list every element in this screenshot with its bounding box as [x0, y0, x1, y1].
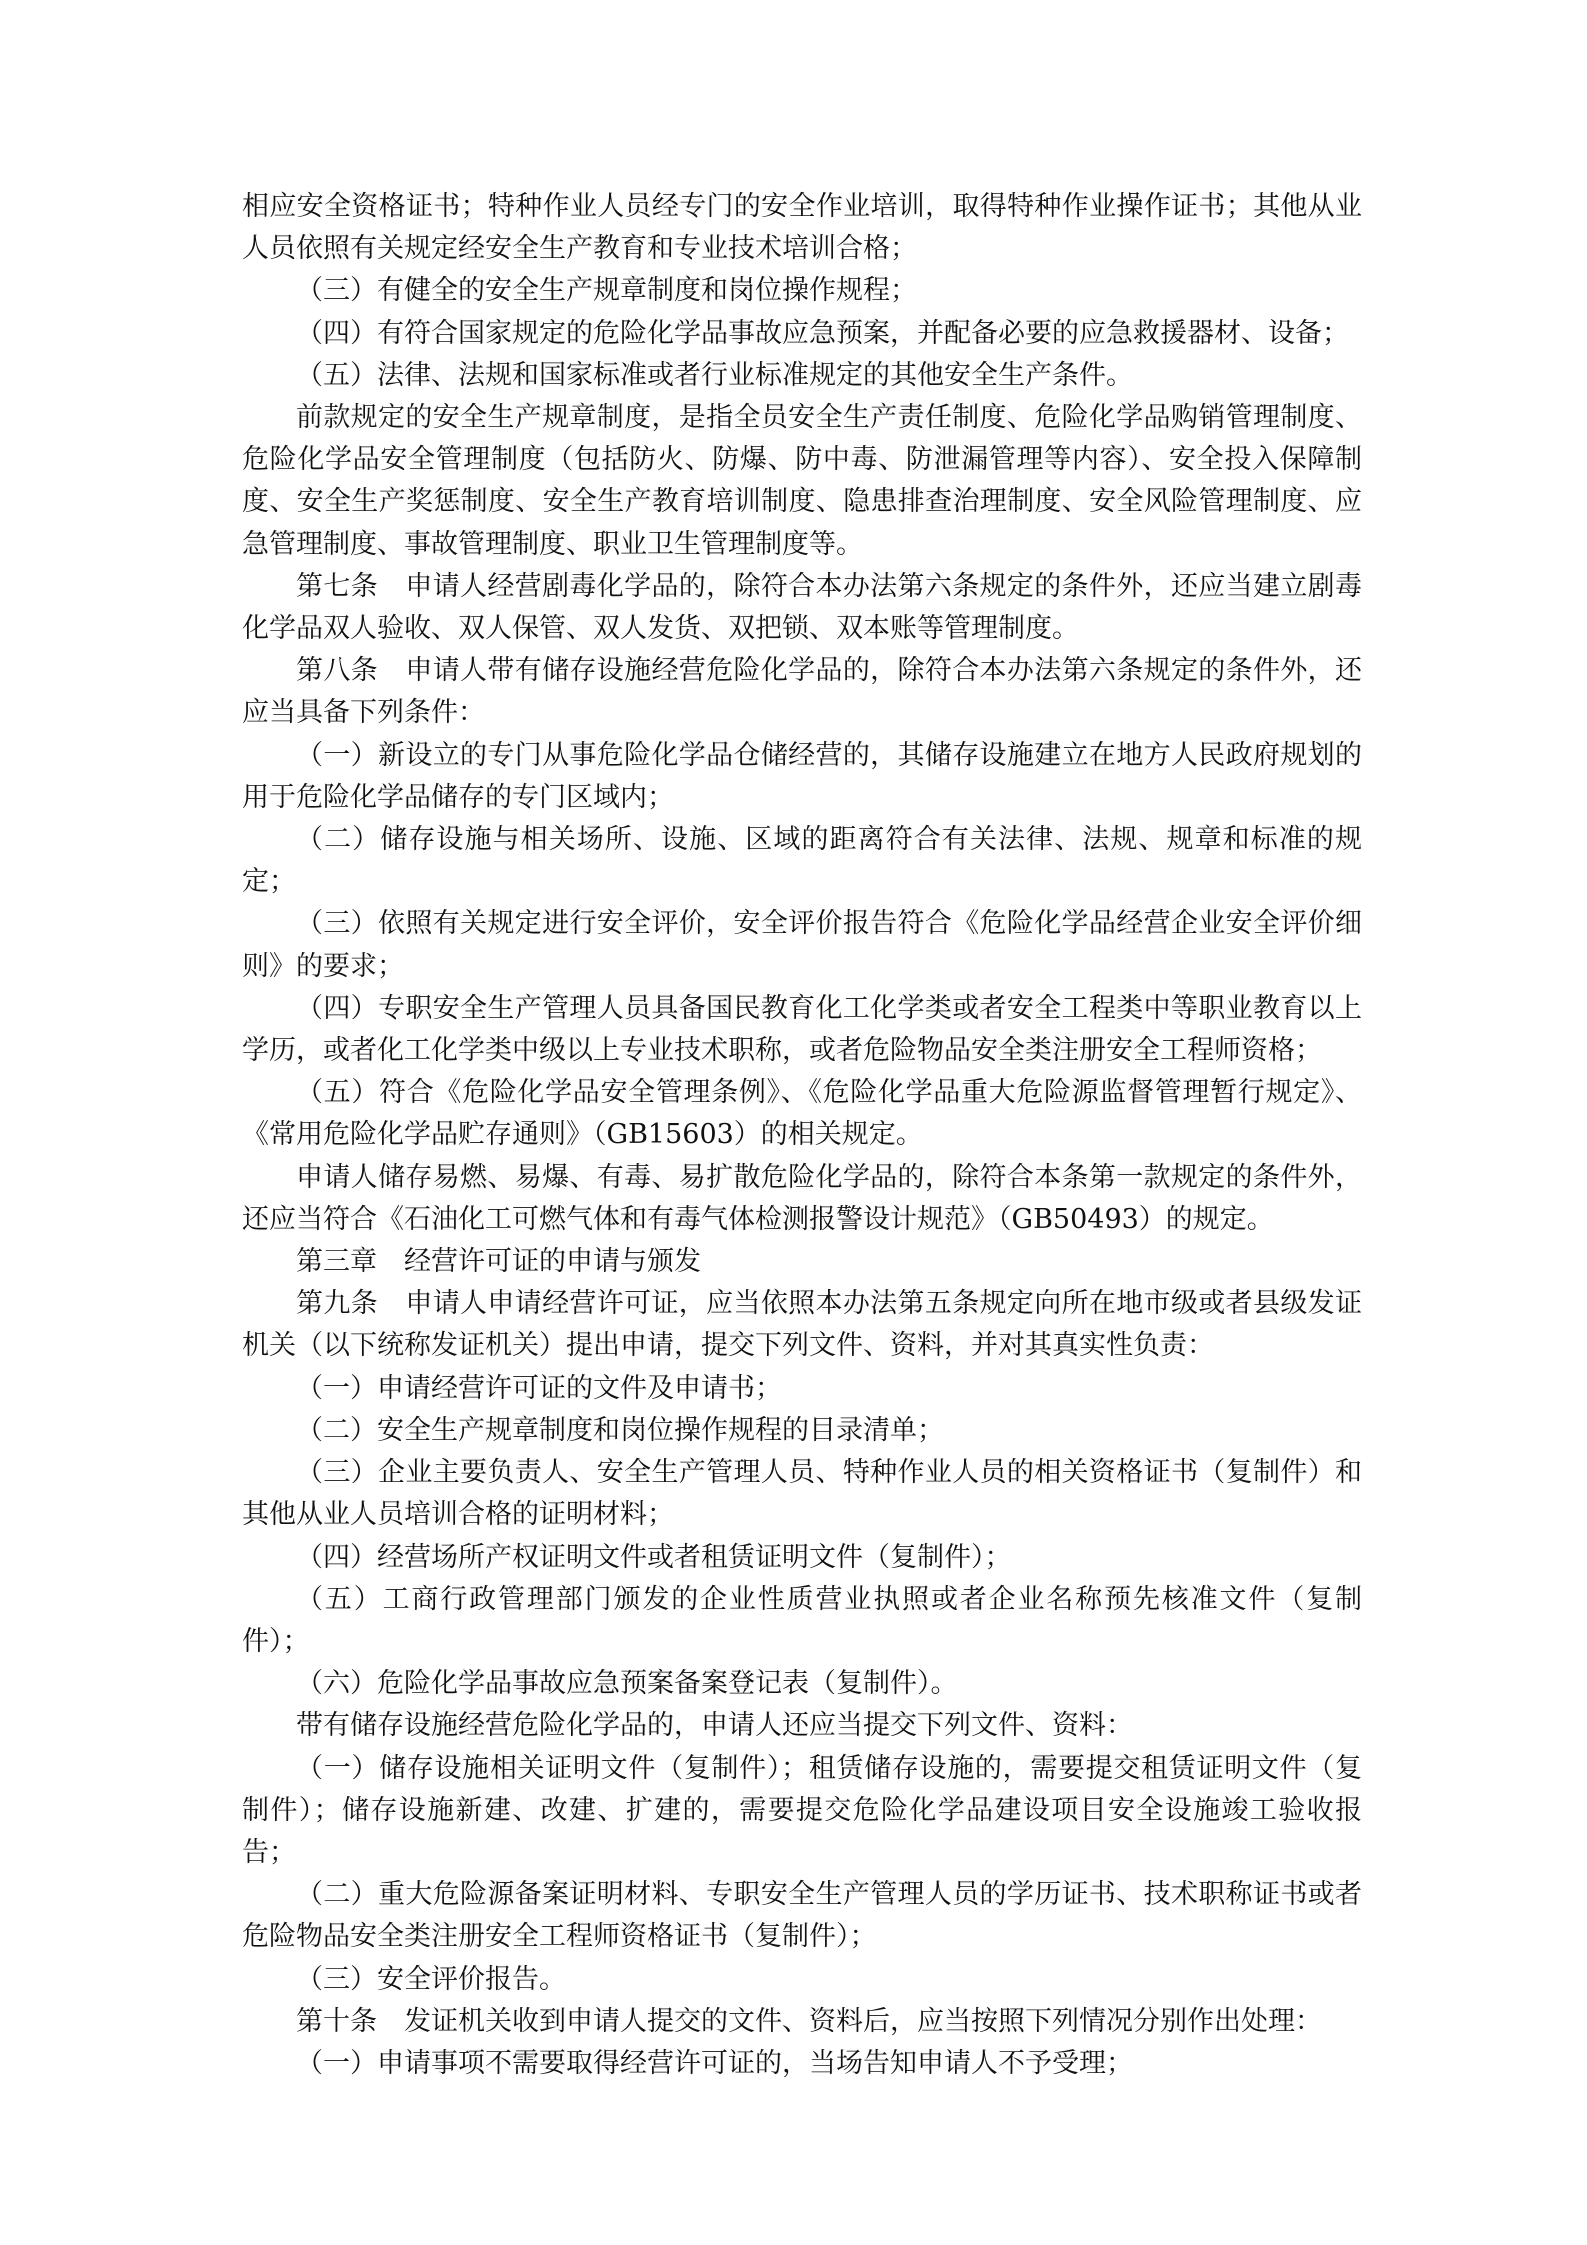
- article-8: 第八条 申请人带有储存设施经营危险化学品的，除符合本办法第六条规定的条件外，还应当具备下列条件：: [242, 655, 1362, 729]
- paragraph-23: （一）储存设施相关证明文件（复制件）；租赁储存设施的，需要提交租赁证明文件（复制件）；储存设施新建、改建、扩建的，需要提交危险化学品建设项目安全设施竣工验收报告；: [242, 1752, 1362, 1868]
- article-9: 第九条 申请人申请经营许可证，应当依照本办法第五条规定向所在地市级或者县级发证机关（以下统称发证机关）提出申请，提交下列文件、资料，并对其真实性负责：: [242, 1288, 1362, 1362]
- paragraph-19: （四）经营场所产权证明文件或者租赁证明文件（复制件）；: [296, 1541, 1012, 1573]
- paragraph-13: 申请人储存易燃、易爆、有毒、易扩散危险化学品的，除符合本条第一款规定的条件外，还应当符合《石油化工可燃气体和有毒气体检测报警设计规范》（GB50493）的规定。: [242, 1161, 1362, 1235]
- chapter-3-heading: 第三章 经营许可证的申请与颁发: [296, 1246, 701, 1278]
- paragraph-22: 带有储存设施经营危险化学品的，申请人还应当提交下列文件、资料：: [296, 1710, 1133, 1742]
- paragraph-27: （一）申请事项不需要取得经营许可证的，当场告知申请人不予受理；: [296, 2047, 1133, 2079]
- paragraph-4: （五）法律、法规和国家标准或者行业标准规定的其他安全生产条件。: [296, 359, 1133, 391]
- paragraph-11: （四）专职安全生产管理人员具备国民教育化工化学类或者安全工程类中等职业教育以上学历，或者化工化学类中级以上专业技术职称，或者危险物品安全类注册安全工程师资格；: [242, 992, 1362, 1067]
- paragraph-20: （五）工商行政管理部门颁发的企业性质营业执照或者企业名称预先核准文件（复制件）；: [242, 1583, 1362, 1657]
- paragraph-9: （二）储存设施与相关场所、设施、区域的距离符合有关法律、法规、规章和标准的规定；: [242, 824, 1362, 898]
- paragraph-1: 相应安全资格证书；特种作业人员经专门的安全作业培训，取得特种作业操作证书；其他从业人员依照有关规定经安全生产教育和专业技术培训合格；: [242, 191, 1362, 265]
- paragraph-25: （三）安全评价报告。: [296, 1963, 566, 1995]
- paragraph-24: （二）重大危险源备案证明材料、专职安全生产管理人员的学历证书、技术职称证书或者危险物品安全类注册安全工程师资格证书（复制件）；: [242, 1879, 1362, 1953]
- paragraph-17: （二）安全生产规章制度和岗位操作规程的目录清单；: [296, 1414, 944, 1446]
- paragraph-2: （三）有健全的安全生产规章制度和岗位操作规程；: [296, 275, 917, 307]
- paragraph-10: （三）依照有关规定进行安全评价，安全评价报告符合《危险化学品经营企业安全评价细则》的要求；: [242, 908, 1362, 982]
- paragraph-16: （一）申请经营许可证的文件及申请书；: [296, 1372, 782, 1404]
- paragraph-3: （四）有符合国家规定的危险化学品事故应急预案，并配备必要的应急救援器材、设备；: [296, 317, 1349, 349]
- article-10: 第十条 发证机关收到申请人提交的文件、资料后，应当按照下列情况分别作出处理：: [296, 2005, 1322, 2037]
- paragraph-12: （五）符合《危险化学品安全管理条例》、《危险化学品重大危险源监督管理暂行规定》、《常用危险化学品贮存通则》（GB15603）的相关规定。: [242, 1077, 1362, 1151]
- document-body: [242, 186, 1362, 2085]
- paragraph-8: （一）新设立的专门从事危险化学品仓储经营的，其储存设施建立在地方人民政府规划的用于危险化学品储存的专门区域内；: [242, 739, 1362, 813]
- paragraph-18: （三）企业主要负责人、安全生产管理人员、特种作业人员的相关资格证书（复制件）和其他从业人员培训合格的证明材料；: [242, 1457, 1362, 1531]
- paragraph-21: （六）危险化学品事故应急预案备案登记表（复制件）。: [296, 1668, 958, 1700]
- article-7: 第七条 申请人经营剧毒化学品的，除符合本办法第六条规定的条件外，还应当建立剧毒化学品双人验收、双人保管、双人发货、双把锁、双本账等管理制度。: [242, 570, 1362, 645]
- paragraph-5: 前款规定的安全生产规章制度，是指全员安全生产责任制度、危险化学品购销管理制度、危险化学品安全管理制度（包括防火、防爆、防中毒、防泄漏管理等内容）、安全投入保障制度、安全生产奖惩制度、安全生产教育培训制度、隐患排查治理制度、安全风险管理制度、应急管理制度、事故管理制度、职业卫生管理制度等。: [242, 402, 1362, 560]
